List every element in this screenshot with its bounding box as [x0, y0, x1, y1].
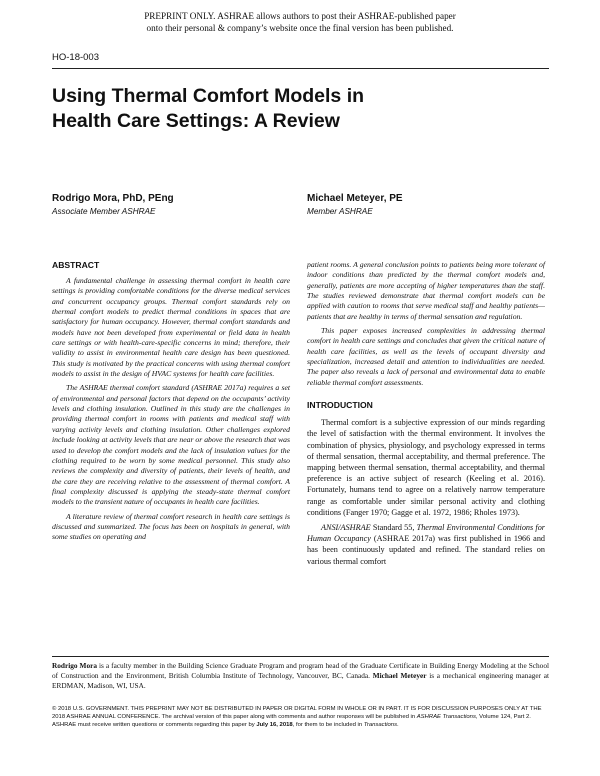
paper-title-line-1: Using Thermal Comfort Models in	[52, 85, 365, 107]
right-column	[307, 260, 545, 567]
abstract-heading: ABSTRACT	[52, 260, 100, 270]
abstract-paragraph-continued: patient rooms. A general conclusion points to patients being more tolerant of indoor conditions than predicted by the thermal comfort models and, generally, patients are more accepting of higher temperatures than the staff. The studies reviewed demonstrate that thermal comfort models can be applied with caution to rooms that serve medical staff and healthy patients—patients that are healthy in terms of thermal sensation and regulation.	[307, 260, 545, 321]
left-column	[52, 260, 290, 543]
author-affiliation: Member ASHRAE	[307, 207, 373, 216]
abstract-paragraph: This paper exposes increased complexities in addressing thermal comfort in health care settings and concludes that given the critical nature of health care facilities, as well as the levels of occupant diversity and specialization, increased detail and attention to individualities are needed. The paper also reveals a lack of personal and environmental data to enable reliable thermal comfort assessments.	[307, 326, 545, 387]
header-divider	[52, 68, 549, 69]
journal-name: ASHRAE Transactions	[416, 714, 476, 721]
bio-author-name: Rodrigo Mora	[52, 661, 97, 670]
author-name: Michael Meteyer, PE	[307, 193, 403, 204]
abstract-paragraph: The ASHRAE thermal comfort standard (ASHRAE 2017a) requires a set of environmental and personal factors that depend on the occupants’ activity levels and clothing insulation. Outlined in this study are the challenges in providing thermal comfort in rooms with patients and medical staff with varying activity levels and clothing insulation. Other challenges explored include looking at activity levels that are near or above the research that was used to develop the comfort models and the lack of insulation values for the clothing required to be worn by some medical personnel. This study also reviews the complexity and diversity of patients, their levels of health, and the care they are receiving relative to the assessment of thermal comfort. A final complexity discussed is applying the steady-state thermal comfort models to the transient nature of occupants in health care facilities.	[52, 383, 290, 507]
author-block	[52, 192, 174, 218]
abstract-paragraph: A literature review of thermal comfort research in health care settings is discussed and summarized. The focus has been on hospitals in general, with some studies on operating and	[52, 511, 290, 542]
author-block	[307, 192, 403, 218]
introduction-paragraph: Thermal comfort is a subjective expression of our minds regarding the level of satisfaction with the thermal environment. It involves the combination of physics, physiology, and psychology expressed in terms of thermal sensation, thermal acceptability, and thermal preference. The mapping between thermal sensation, thermal acceptability, and thermal preference is an active subject of research (Keeling et al. 2016). Fortunately, humans tend to agree on a relatively narrow temperature range as comfortable under similar personal activity and clothing conditions (Fanger 1970; Gagge et al. 1972, 1986; Rholes 1973).	[307, 418, 545, 517]
standard-title: Thermal Environmental Conditions for Human Occupancy	[307, 522, 545, 544]
abstract-paragraph: A fundamental challenge in assessing thermal comfort in health care settings is providing comfortable conditions for the diverse medical services and concurrent occupancy groups. Thermal comfort standards rely on thermal comfort models to predict thermal conditions in spaces that are satisfactory for human occupancy. However, thermal comfort standards and models have not been developed from experimental or field data in health care settings or with health-care-specific concerns in mind; therefore, their validity to assist in environmental health care design has been questioned. This study is motivated by the practical concerns with using thermal comfort models to assist in the design of HVAC systems for health care facilities.	[52, 276, 290, 379]
comment-deadline: July 16, 2018	[256, 722, 293, 729]
standard-name: ANSI/ASHRAE	[321, 522, 371, 532]
author-bio: Rodrigo Mora is a faculty member in the Building Science Graduate Program and program head of the Graduate Certificate in Building Energy Modeling at the School of Construction and the Environment, British Columbia Institute of Technology, Vancouver, BC, Canada. Michael Meteyer is a mechanical engineering manager at ERDMAN, Madison, WI, USA.	[52, 661, 549, 691]
copyright-notice: © 2018 U.S. GOVERNMENT. THIS PREPRINT MAY NOT BE DISTRIBUTED IN PAPER OR DIGITAL FORM IN WHOLE OR IN PART. IT IS FOR DISCUSSION PURPOSES ONLY AT THE 2018 ASHRAE ANNUAL CONFERENCE. The archival version of this paper along with comments and author responses will be published in ASHRAE Transactions, Volume 124, Part 2. ASHRAE must receive written questions or comments regarding this paper by July 16, 2018, for them to be included in Transactions.	[52, 706, 542, 729]
preprint-notice	[0, 10, 600, 34]
bio-author-name: Michael Meteyer	[372, 671, 427, 681]
paper-title-line-2: Health Care Settings: A Review	[52, 110, 340, 132]
preprint-notice-line-1: PREPRINT ONLY. ASHRAE allows authors to post their ASHRAE-published paper	[144, 11, 456, 21]
footnote-divider	[52, 656, 549, 657]
paper-title	[52, 84, 522, 134]
paper-id: HO-18-003	[52, 52, 99, 63]
author-name: Rodrigo Mora, PhD, PEng	[52, 193, 174, 204]
journal-name: Transactions	[363, 722, 398, 729]
preprint-notice-line-2: onto their personal & company’s website once the final version has been published.	[146, 23, 454, 33]
introduction-paragraph: ANSI/ASHRAE Standard 55, Thermal Environmental Conditions for Human Occupancy (ASHRAE 2017a) was first published in 1966 and has been continuously updated and refined. The standard relies on various thermal comfort	[307, 522, 546, 566]
introduction-heading: INTRODUCTION	[307, 400, 373, 411]
author-affiliation: Associate Member ASHRAE	[52, 207, 156, 216]
